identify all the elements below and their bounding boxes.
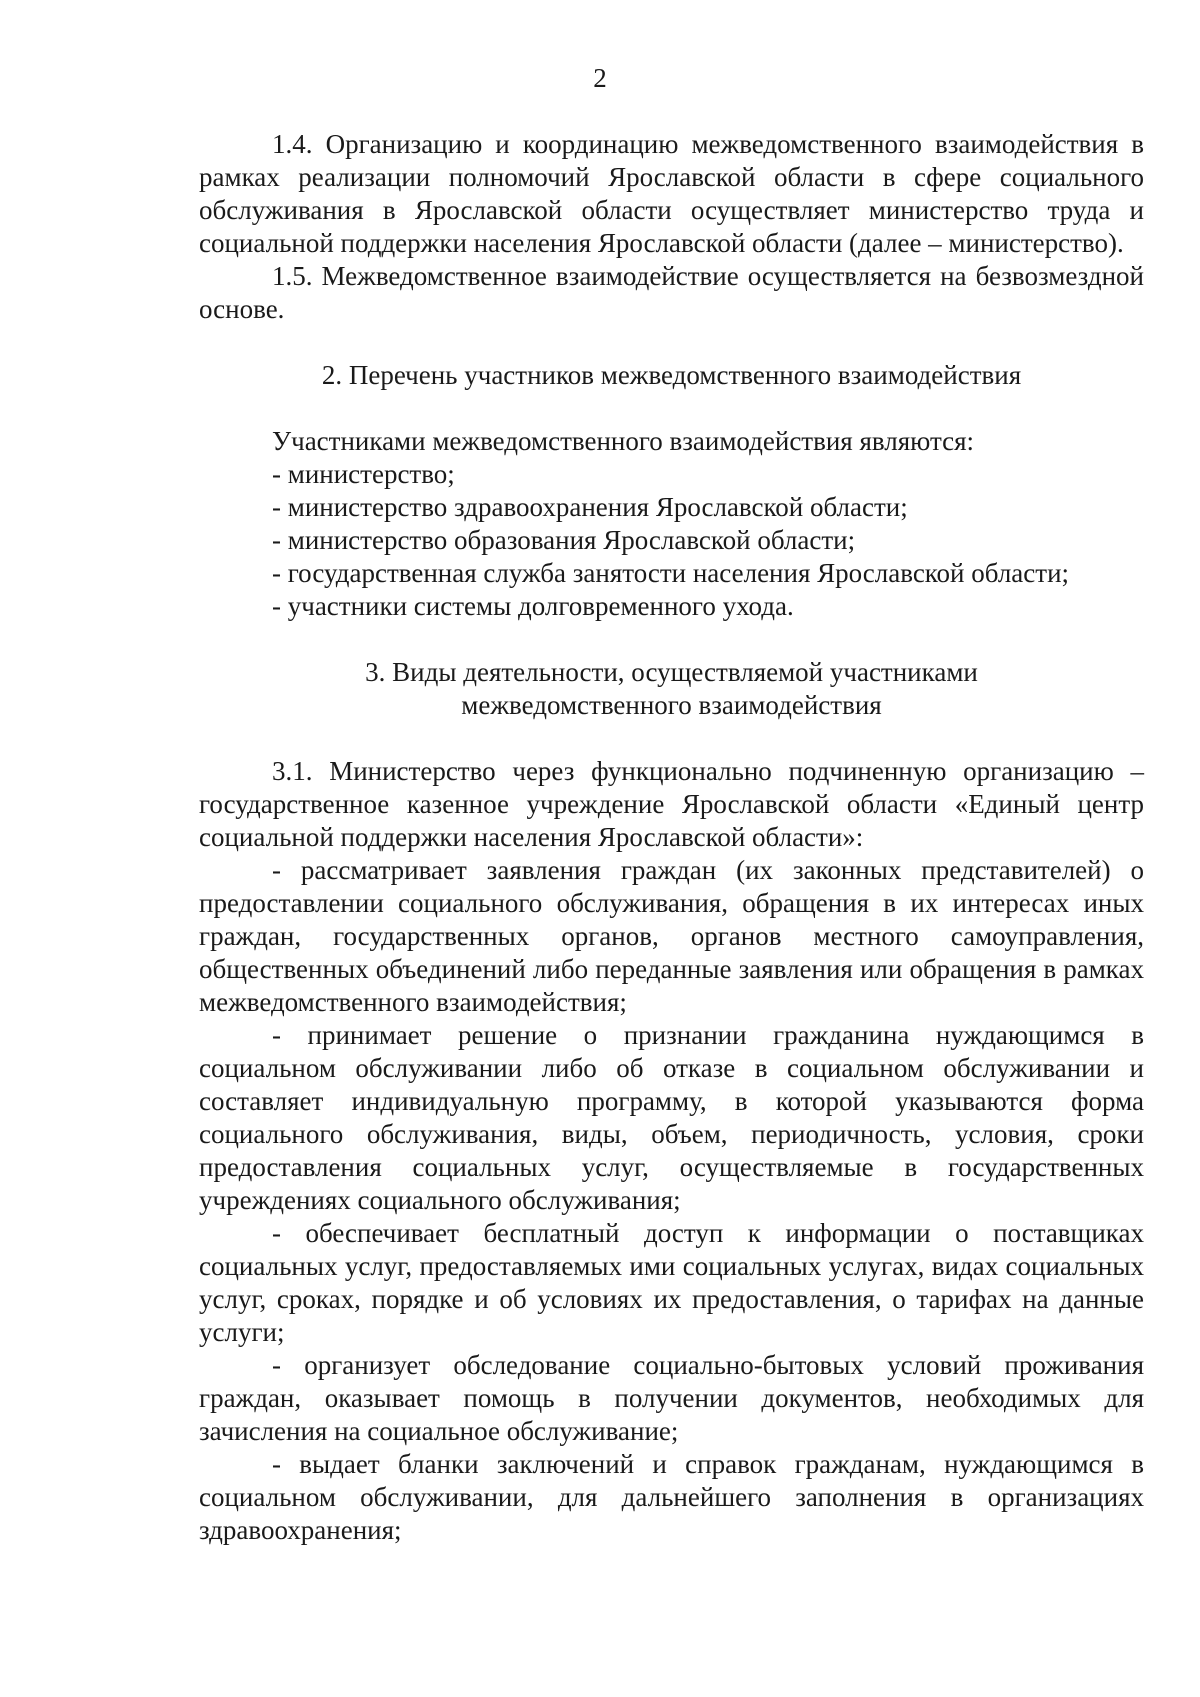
- duties-list: [199, 854, 1144, 1547]
- section-3-heading-line-1: 3. Виды деятельности, осуществляемой участниками: [365, 657, 978, 687]
- page-number: 2: [593, 63, 607, 93]
- list-item: - министерство здравоохранения Ярославской области;: [272, 492, 908, 522]
- list-item: - министерство;: [272, 459, 455, 489]
- section-3-heading-line-2: межведомственного взаимодействия: [461, 690, 882, 720]
- section-2-heading: 2. Перечень участников межведомственного взаимодействия: [321, 360, 1022, 390]
- list-item: - выдает бланки заключений и справок гражданам, нуждающимся в социальном обслуживании, для дальнейшего заполнения в организациях здравоохранения;: [199, 1449, 1144, 1545]
- list-item: - рассматривает заявления граждан (их законных представителей) о предоставлении социального обслуживания, обращения в их интересах иных граждан, государственных органов, органов местного самоуправления, общественных объединений либо переданные заявления или обращения в рамках межведомственного взаимодействия;: [199, 855, 1144, 1017]
- list-item: - участники системы долговременного ухода.: [272, 591, 794, 621]
- list-item: - принимает решение о признании гражданина нуждающимся в социальном обслуживании либо об отказе в социальном обслуживании и составляет индивидуальную программу, в которой указываются форма социального обслуживания, виды, объем, периодичность, условия, сроки предоставления социальных услуг, осуществляемые в государственных учреждениях социального обслуживания;: [199, 1020, 1144, 1215]
- list-item: - министерство образования Ярославской области;: [272, 525, 856, 555]
- list-item: - государственная служба занятости населения Ярославской области;: [272, 558, 1070, 588]
- participants-intro: Участниками межведомственного взаимодействия являются:: [272, 426, 975, 456]
- participants-list: [199, 458, 1144, 623]
- paragraph-3-1: 3.1. Министерство через функционально подчиненную организацию – государственное казенное учреждение Ярославской области «Единый центр социальной поддержки населения Ярославской области»:: [199, 756, 1144, 852]
- paragraph-1-5: 1.5. Межведомственное взаимодействие осуществляется на безвозмездной основе.: [199, 261, 1144, 324]
- document-body: [199, 128, 1144, 1547]
- paragraph-1-4: 1.4. Организацию и координацию межведомственного взаимодействия в рамках реализации полномочий Ярославской области в сфере социального обслуживания в Ярославской области осуществляет министерство труда и социальной поддержки населения Ярославской области (далее – министерство).: [199, 129, 1144, 258]
- list-item: - организует обследование социально-бытовых условий проживания граждан, оказывает помощь в получении документов, необходимых для зачисления на социальное обслуживание;: [199, 1350, 1144, 1446]
- list-item: - обеспечивает бесплатный доступ к информации о поставщиках социальных услуг, предоставляемых ими социальных услугах, видах социальных услуг, сроках, порядке и об условиях их предоставления, о тарифах на данные услуги;: [199, 1218, 1144, 1347]
